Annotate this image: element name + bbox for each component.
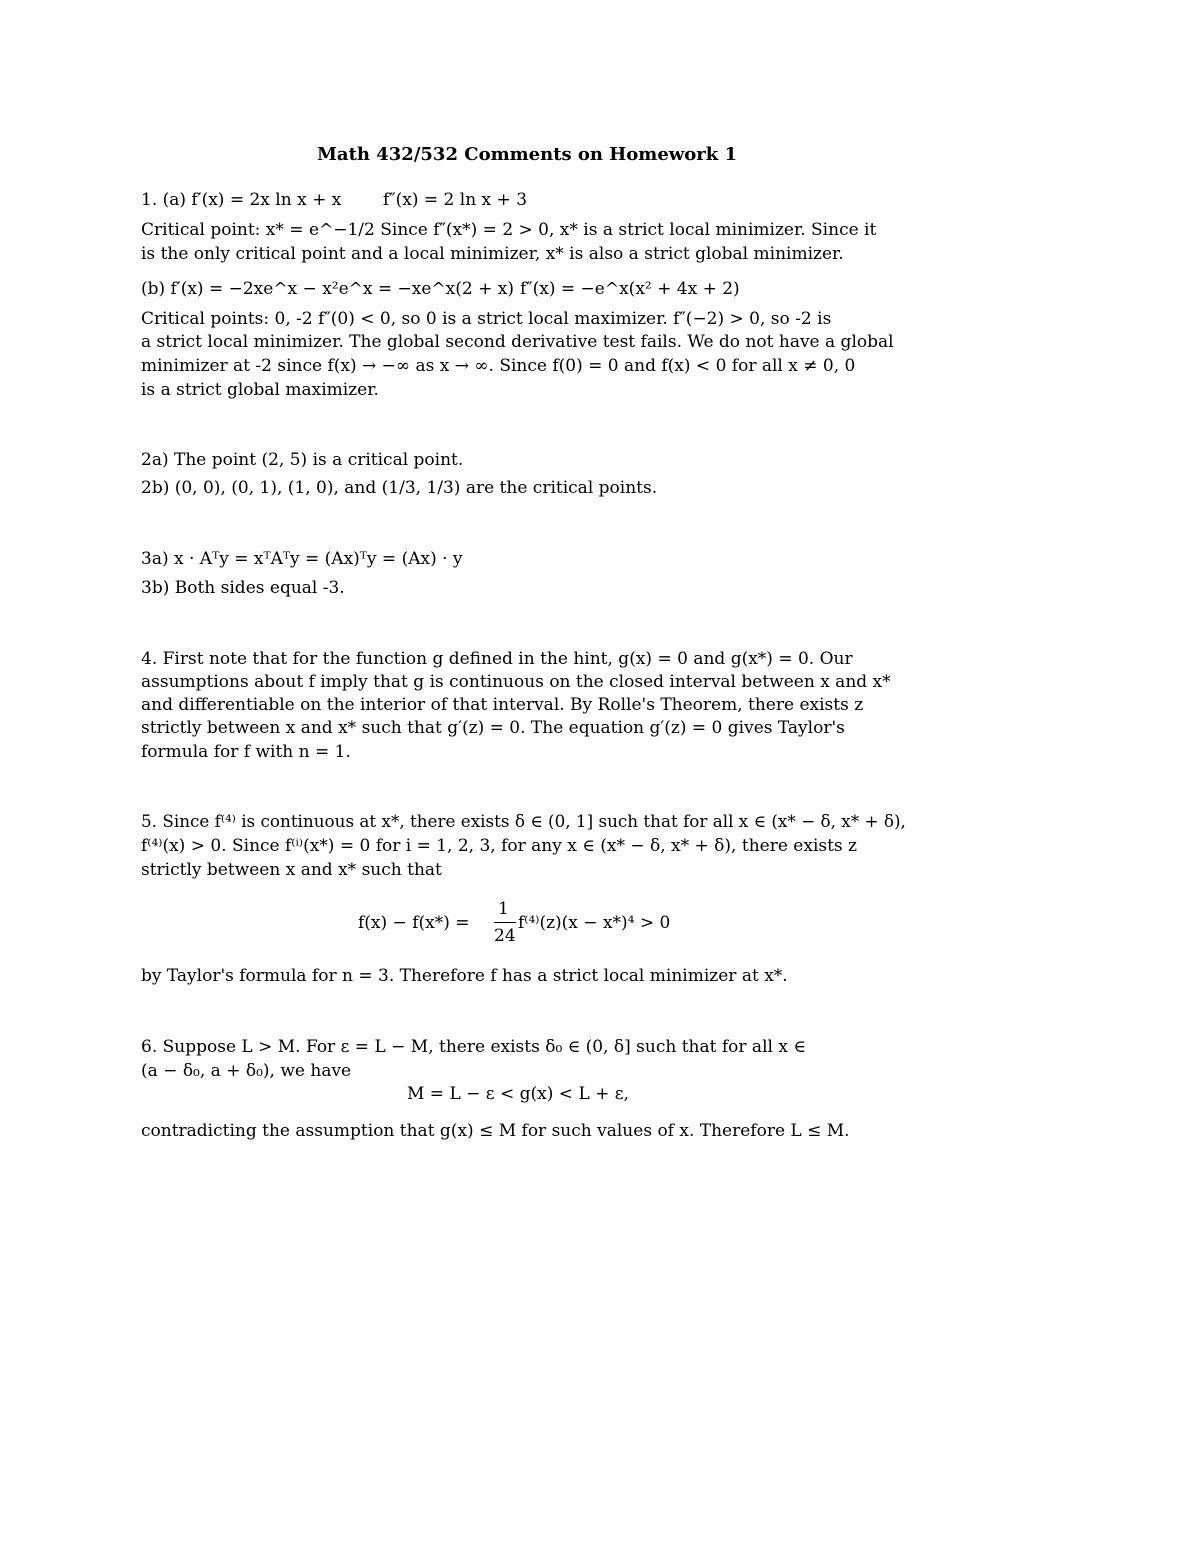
problem6-line3: contradicting the assumption that g(x) ≤ M for such values of x. Therefore L ≤ M. — [141, 1121, 850, 1141]
problem3-b: 3b) Both sides equal -3. — [141, 578, 345, 598]
problem5-line2: f⁽⁴⁾(x) > 0. Since f⁽ⁱ⁾(x*) = 0 for i = 1, 2, 3, for any x ∈ (x* − δ, x* + δ), there exists z — [141, 836, 858, 856]
problem5-display-denominator: 24 — [494, 926, 516, 946]
problem1-b-line3: a strict local minimizer. The global second derivative test fails. We do not have a global — [141, 332, 894, 352]
problem1-a-line2: Critical point: x* = e^−1/2 Since f″(x*) = 2 > 0, x* is a strict local minimizer. Since it — [141, 220, 877, 240]
problem6-display: M = L − ε < g(x) < L + ε, — [407, 1084, 629, 1104]
problem6-line2: (a − δ₀, a + δ₀), we have — [141, 1061, 352, 1081]
problem5-line3: strictly between x and x* such that — [141, 860, 442, 880]
problem5-line1: 5. Since f⁽⁴⁾ is continuous at x*, there exists δ ∈ (0, 1] such that for all x ∈ (x* − δ, x* + δ), — [141, 812, 906, 832]
page-title: Math 432/532 Comments on Homework 1 — [317, 144, 738, 165]
problem1-b-eq2: f″(x) = −e^x(x² + 4x + 2) — [520, 279, 740, 299]
problem1-b-line4: minimizer at -2 since f(x) → −∞ as x → ∞. Since f(0) = 0 and f(x) < 0 for all x ≠ 0, 0 — [141, 356, 856, 376]
problem5-display-lhs: f(x) − f(x*) = — [358, 913, 470, 933]
problem3-a: 3a) x · Aᵀy = xᵀAᵀy = (Ax)ᵀy = (Ax) · y — [141, 549, 463, 569]
problem5-line4: by Taylor's formula for n = 3. Therefore f has a strict local minimizer at x*. — [141, 966, 788, 986]
problem2-a: 2a) The point (2, 5) is a critical point. — [141, 450, 464, 470]
problem1-a-eq1: 1. (a) f′(x) = 2x ln x + x — [141, 190, 342, 210]
problem4-line3: and differentiable on the interior of that interval. By Rolle's Theorem, there exists z — [141, 695, 864, 715]
problem5-display-rhs: f⁽⁴⁾(z)(x − x*)⁴ > 0 — [518, 913, 671, 933]
problem4-line1: 4. First note that for the function g defined in the hint, g(x) = 0 and g(x*) = 0. Our — [141, 649, 853, 669]
problem4-line5: formula for f with n = 1. — [141, 742, 351, 762]
problem2-b: 2b) (0, 0), (0, 1), (1, 0), and (1/3, 1/3) are the critical points. — [141, 478, 658, 498]
problem1-a-line3: is the only critical point and a local minimizer, x* is also a strict global minimizer. — [141, 244, 844, 264]
problem1-b-line2: Critical points: 0, -2 f″(0) < 0, so 0 is a strict local maximizer. f″(−2) > 0, so -2 is — [141, 309, 832, 329]
problem4-line2: assumptions about f imply that g is continuous on the closed interval between x and x* — [141, 672, 891, 692]
problem1-b-line5: is a strict global maximizer. — [141, 380, 379, 400]
fraction-bar — [494, 922, 516, 923]
problem6-line1: 6. Suppose L > M. For ε = L − M, there exists δ₀ ∈ (0, δ] such that for all x ∈ — [141, 1037, 806, 1057]
problem4-line4: strictly between x and x* such that g′(z) = 0. The equation g′(z) = 0 gives Taylor's — [141, 718, 845, 738]
problem1-a-eq2: f″(x) = 2 ln x + 3 — [383, 190, 528, 210]
problem1-b-eq1: (b) f′(x) = −2xe^x − x²e^x = −xe^x(2 + x) — [141, 279, 514, 299]
problem5-display-numerator: 1 — [498, 899, 509, 919]
